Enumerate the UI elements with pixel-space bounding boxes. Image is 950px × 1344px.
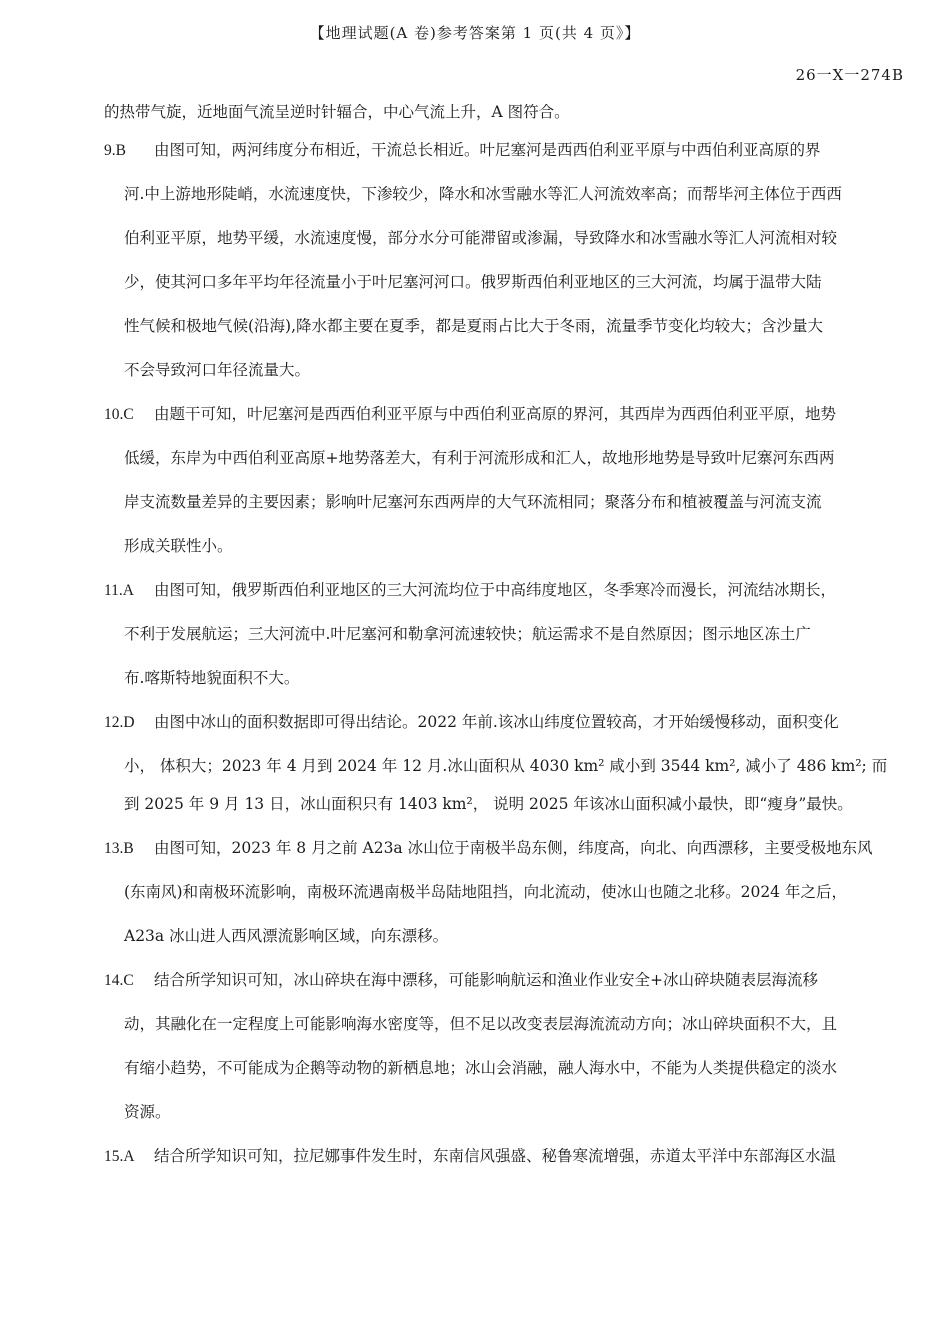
answer-line bbox=[104, 358, 904, 382]
answer-line bbox=[104, 314, 904, 338]
answer-line bbox=[104, 270, 904, 294]
answer-text: 由图中冰山的面积数据即可得出结论。2022 年前.该冰山纬度位置较高，才开始缓慢移动，面积变化 bbox=[154, 713, 839, 731]
answer-text: 到 2025 年 9 月 13 日，冰山面积只有 1403 km²， 说明 2025 年该冰山面积减小最快，即“瘦身”最快。 bbox=[124, 795, 853, 813]
continuation-text: 的热带气旋，近地面气流呈逆时针辐合，中心气流上升，A 图符合。 bbox=[104, 103, 570, 121]
answer-text: 资源。 bbox=[124, 1103, 171, 1121]
answer-item bbox=[104, 836, 904, 948]
answer-line bbox=[104, 754, 904, 778]
answer-line bbox=[104, 1144, 904, 1168]
answer-text: 有缩小趋势，不可能成为企鹅等动物的新栖息地；冰山会消融，融人海水中，不能为人类提供稳定的淡水 bbox=[124, 1059, 838, 1077]
answer-item bbox=[104, 138, 904, 382]
answer-item bbox=[104, 1144, 904, 1168]
answer-text: 由图可知，2023 年 8 月之前 A23a 冰山位于南极半岛东侧，纬度高，向北、向西漂移，主要受极地东风 bbox=[154, 839, 873, 857]
answer-text: 少，使其河口多年平均年径流量小于叶尼塞河河口。俄罗斯西伯利亚地区的三大河流，均属于温带大陆 bbox=[124, 273, 822, 291]
answer-text: 动，其融化在一定程度上可能影响海水密度等，但不足以改变表层海流流动方向；冰山碎块面积不大，且 bbox=[124, 1015, 838, 1033]
answer-text: 形成关联性小。 bbox=[124, 537, 233, 555]
answer-text: 由图可知，两河纬度分布相近，干流总长相近。叶尼塞河是西西伯利亚平原与中西伯利亚高原的界 bbox=[154, 141, 821, 159]
answer-text: 岸支流数量差异的主要因素；影响叶尼塞河东西两岸的大气环流相同；聚落分布和植被覆盖与河流支流 bbox=[124, 493, 822, 511]
answer-line bbox=[104, 226, 904, 250]
answer-text: A23a 冰山进人西风漂流影响区域，向东漂移。 bbox=[124, 927, 449, 945]
answer-line bbox=[104, 622, 904, 646]
answer-text: 结合所学知识可知，冰山碎块在海中漂移，可能影响航运和渔业作业安全+冰山碎块随表层海流移 bbox=[154, 971, 818, 989]
answer-text: 低缓，东岸为中西伯利亚高原+地势落差大，有利于河流形成和汇人，故地形地势是导致叶尼寨河东西两 bbox=[124, 449, 835, 467]
answer-item bbox=[104, 402, 904, 558]
answer-item bbox=[104, 710, 904, 816]
answer-line bbox=[104, 968, 904, 992]
answer-text: 由题干可知，叶尼塞河是西西伯利亚平原与中西伯利亚高原的界河，其西岸为西西伯利亚平原，地势 bbox=[154, 405, 837, 423]
answer-line bbox=[104, 1100, 904, 1124]
answer-text: 不会导致河口年径流量大。 bbox=[124, 361, 311, 379]
answer-item bbox=[104, 578, 904, 690]
answer-number: 12.D bbox=[104, 714, 135, 731]
answer-line bbox=[104, 792, 904, 816]
answer-text: 性气候和极地气候(沿海),降水都主要在夏季，都是夏雨占比大于冬雨，流量季节变化均较大；含沙量大 bbox=[124, 317, 824, 335]
answer-line bbox=[104, 578, 904, 602]
exam-code: 26一X一274B bbox=[795, 66, 904, 84]
answer-text: 河.中上游地形陡峭，水流速度快，下渗较少，降水和冰雪融水等汇人河流效率高；而帮毕河主体位于西西 bbox=[124, 185, 842, 203]
answer-line bbox=[104, 924, 904, 948]
answer-text: (东南风)和南极环流影响，南极环流遇南极半岛陆地阻挡，向北流动，使冰山也随之北移。2024 年之后， bbox=[124, 883, 847, 901]
answer-list bbox=[104, 138, 904, 1168]
answer-number: 11.A bbox=[104, 582, 134, 599]
answer-line bbox=[104, 534, 904, 558]
answer-number: 9.B bbox=[104, 142, 126, 159]
answer-line bbox=[104, 1056, 904, 1080]
answer-line bbox=[104, 836, 904, 860]
answer-number: 13.B bbox=[104, 840, 134, 857]
answer-line bbox=[104, 446, 904, 470]
answer-content bbox=[104, 100, 904, 1188]
answer-text: 布.喀斯特地貌面积不大。 bbox=[124, 669, 300, 687]
answer-line bbox=[104, 1012, 904, 1036]
answer-line bbox=[104, 182, 904, 206]
answer-text: 由图可知，俄罗斯西伯利亚地区的三大河流均位于中高纬度地区，冬季寒冷而漫长，河流结冰期长， bbox=[154, 581, 837, 599]
answer-text: 伯利亚平原，地势平缓，水流速度慢，部分水分可能滞留或渗漏，导致降水和冰雪融水等汇人河流相对较 bbox=[124, 229, 838, 247]
answer-text: 小， 体积大；2023 年 4 月到 2024 年 12 月.冰山面积从 4030 km² 咸小到 3544 km², 减小了 486 km²; 而 bbox=[124, 757, 888, 775]
answer-line bbox=[104, 490, 904, 514]
answer-line bbox=[104, 402, 904, 426]
answer-number: 14.C bbox=[104, 972, 134, 989]
page-header: 【地理试题(A 卷)参考答案第 1 页(共 4 页》】 bbox=[309, 24, 641, 42]
answer-item bbox=[104, 968, 904, 1124]
answer-line bbox=[104, 666, 904, 690]
answer-line bbox=[104, 138, 904, 162]
answer-number: 15.A bbox=[104, 1148, 135, 1165]
answer-line bbox=[104, 880, 904, 904]
answer-number: 10.C bbox=[104, 406, 134, 423]
answer-text: 结合所学知识可知，拉尼娜事件发生时，东南信风强盛、秘鲁寒流增强，赤道太平洋中东部海区水温 bbox=[154, 1147, 837, 1165]
answer-text: 不利于发展航运；三大河流中.叶尼塞河和勒拿河流速较快；航运需求不是自然原因；图示地区冻土广 bbox=[124, 625, 811, 643]
answer-line bbox=[104, 710, 904, 734]
